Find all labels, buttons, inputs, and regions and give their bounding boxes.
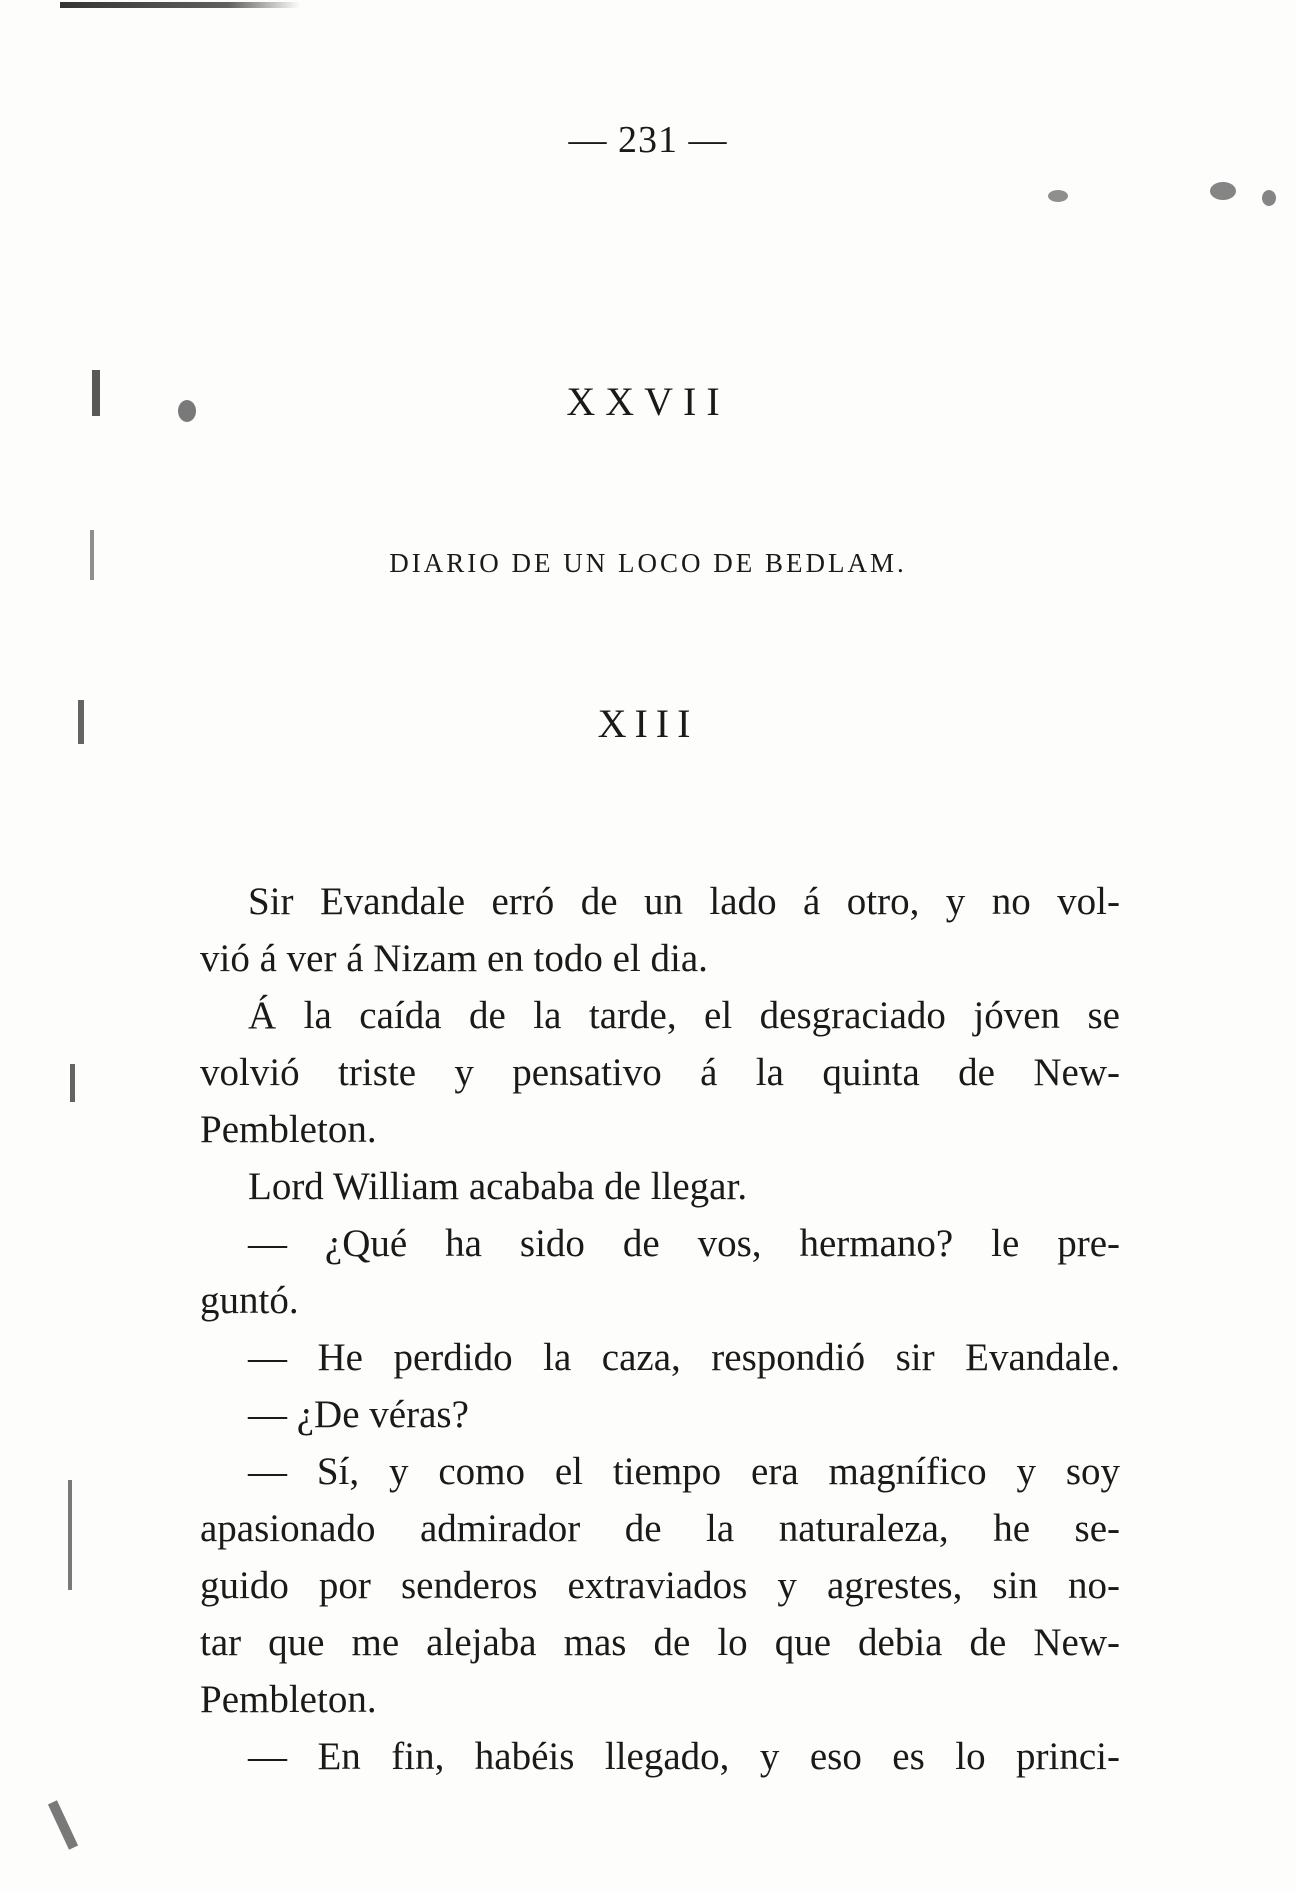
chapter-heading: XXVII: [566, 379, 730, 424]
page-number: — 231 —: [568, 119, 728, 161]
text-line: Lord William acababa de llegar.: [248, 1165, 748, 1208]
text-line: — He perdido la caza, respondió sir Evandale.: [248, 1336, 1120, 1379]
chapter-subtitle: DIARIO DE UN LOCO DE BEDLAM.: [389, 548, 907, 578]
text-line: — ¿De véras?: [248, 1393, 469, 1436]
text-line: — En fin, habéis llegado, y eso es lo princi-: [248, 1735, 1120, 1778]
scan-artifact-left-6: [68, 1480, 72, 1590]
text-line: guntó.: [200, 1279, 299, 1322]
body-text: [200, 873, 1120, 1785]
scan-artifact-left-5: [70, 1064, 75, 1102]
text-line: Sir Evandale erró de un lado á otro, y no vol-: [248, 880, 1120, 923]
section-heading: XIII: [597, 701, 699, 746]
text-line: vió á ver á Nizam en todo el dia.: [200, 937, 708, 980]
text-line: Á la caída de la tarde, el desgraciado jóven se: [248, 994, 1120, 1037]
text-line: apasionado admirador de la naturaleza, he se-: [200, 1507, 1120, 1550]
scan-artifact-right-1: [1048, 190, 1068, 202]
text-line: Pembleton.: [200, 1108, 377, 1151]
text-line: guido por senderos extraviados y agrestes, sin no-: [200, 1564, 1120, 1607]
text-line: tar que me alejaba mas de lo que debia de New-: [200, 1621, 1120, 1664]
scan-artifact-top: [60, 2, 300, 8]
text-line: volvió triste y pensativo á la quinta de New-: [200, 1051, 1120, 1094]
scan-artifact-left-7: [48, 1800, 78, 1850]
text-line: — ¿Qué ha sido de vos, hermano? le pre-: [248, 1222, 1120, 1265]
text-line: Pembleton.: [200, 1678, 377, 1721]
scan-artifact-right-3: [1262, 190, 1276, 206]
text-line: — Sí, y como el tiempo era magnífico y soy: [248, 1450, 1120, 1493]
scan-artifact-right-2: [1210, 182, 1236, 200]
